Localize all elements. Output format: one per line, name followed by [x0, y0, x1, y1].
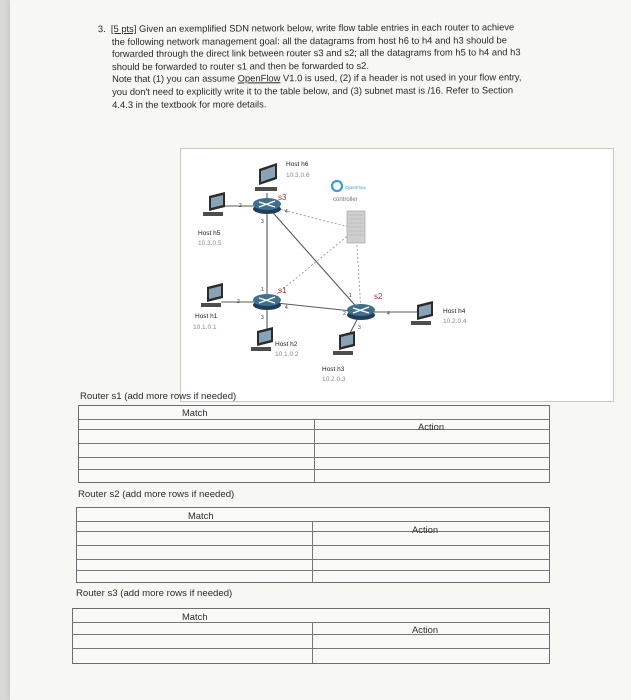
- s1-match-header: Match: [182, 407, 208, 418]
- document-page: [10, 0, 631, 700]
- host-h1-icon: [201, 283, 223, 307]
- host-h4-icon: [411, 301, 433, 325]
- host-h6-name: Host h6: [286, 161, 309, 168]
- host-h2-name: Host h2: [275, 341, 298, 348]
- router-s2-flow-table: [76, 507, 550, 583]
- port-s3-3: 3: [261, 219, 264, 225]
- port-s1-1: 1: [261, 287, 264, 293]
- s2-match-header: Match: [188, 510, 214, 521]
- host-h3-name: Host h3: [322, 366, 345, 373]
- port-s2-4: 4: [387, 311, 390, 317]
- port-s1-3: 3: [261, 315, 264, 321]
- port-s3-4: 4: [285, 209, 288, 215]
- question-line-3: forwarded through the direct link between router s3 and s2; all the datagrams from h5 to h4 and h3: [111, 46, 521, 60]
- question-text: [98, 21, 588, 111]
- port-s1-2: 2: [237, 299, 240, 305]
- openflow-controller: [332, 181, 366, 243]
- router-s3-icon: [253, 198, 281, 214]
- host-h5-ip: 10.3.0.5: [198, 240, 222, 247]
- host-h3-ip: 10.2.0.3: [322, 376, 346, 383]
- openflow-link[interactable]: OpenFlow: [237, 72, 281, 84]
- sdn-network-diagram: [180, 148, 614, 402]
- controller-label: controller: [333, 197, 358, 203]
- question-number: 3.: [97, 23, 106, 35]
- link-s1-s2: [267, 302, 361, 312]
- openflow-logo-icon: [332, 181, 342, 191]
- host-h4-name: Host h4: [443, 308, 466, 315]
- router-s1-label: s1: [278, 286, 287, 295]
- question-line-4: should be forwarded to router s1 and then be forwarded to s2.: [111, 59, 369, 72]
- host-h6-icon: [255, 163, 277, 191]
- host-h1-name: Host h1: [195, 313, 218, 320]
- router-s3-flow-table: [72, 608, 550, 664]
- host-h5-icon: [203, 192, 225, 216]
- question-line-1: Given an exemplified SDN network below, write flow table entries in each router to achieve: [136, 21, 515, 34]
- host-h2-ip: 10.1.0.2: [275, 351, 299, 358]
- port-s1-4: 4: [285, 305, 288, 311]
- note-rest: V1.0 is used, (2) if a header is not used in your flow entry,: [280, 71, 522, 84]
- host-h1-ip: 10.1.0.1: [193, 324, 217, 331]
- controller-brand: OpenFlow: [345, 185, 366, 190]
- host-h4-ip: 10.2.0.4: [443, 318, 467, 325]
- question-line-2: the following network management goal: all the datagrams from host h6 to h4 and h3 should be: [111, 33, 507, 47]
- router-s3-table-label: Router s3 (add more rows if needed): [76, 588, 233, 599]
- host-h6-ip: 10.3.0.6: [286, 172, 310, 179]
- host-h2-icon: [251, 327, 273, 351]
- note-line-2: you don't need to explicitly write it to the table below, and (3) subnet mast is /16. Refer to Section: [112, 84, 514, 97]
- host-h5-name: Host h5: [198, 230, 221, 237]
- router-s1-table-label: Router s1 (add more rows if needed): [80, 391, 237, 402]
- s2-action-header: Action: [412, 524, 439, 535]
- port-s3-2: 2: [239, 203, 242, 209]
- router-s1-flow-table: [78, 405, 550, 483]
- s3-action-header: Action: [412, 624, 439, 635]
- router-s2-icon: [347, 304, 375, 320]
- question-points: [5 pts]: [110, 22, 137, 35]
- port-s2-1: 1: [349, 293, 352, 299]
- s3-match-header: Match: [182, 611, 208, 622]
- note-prefix: Note that (1) you can assume: [112, 72, 238, 85]
- host-h3-icon: [333, 331, 355, 355]
- router-s1-icon: [253, 294, 281, 310]
- router-s3-label: s3: [278, 193, 287, 202]
- router-s2-label: s2: [374, 292, 383, 301]
- network-links: [221, 193, 425, 337]
- port-s2-2: 2: [343, 311, 346, 317]
- router-s2-table-label: Router s2 (add more rows if needed): [78, 489, 235, 500]
- port-s2-3: 3: [358, 325, 361, 331]
- s1-action-header: Action: [418, 421, 445, 432]
- note-line-3: 4.4.3 in the textbook for more details.: [112, 97, 267, 110]
